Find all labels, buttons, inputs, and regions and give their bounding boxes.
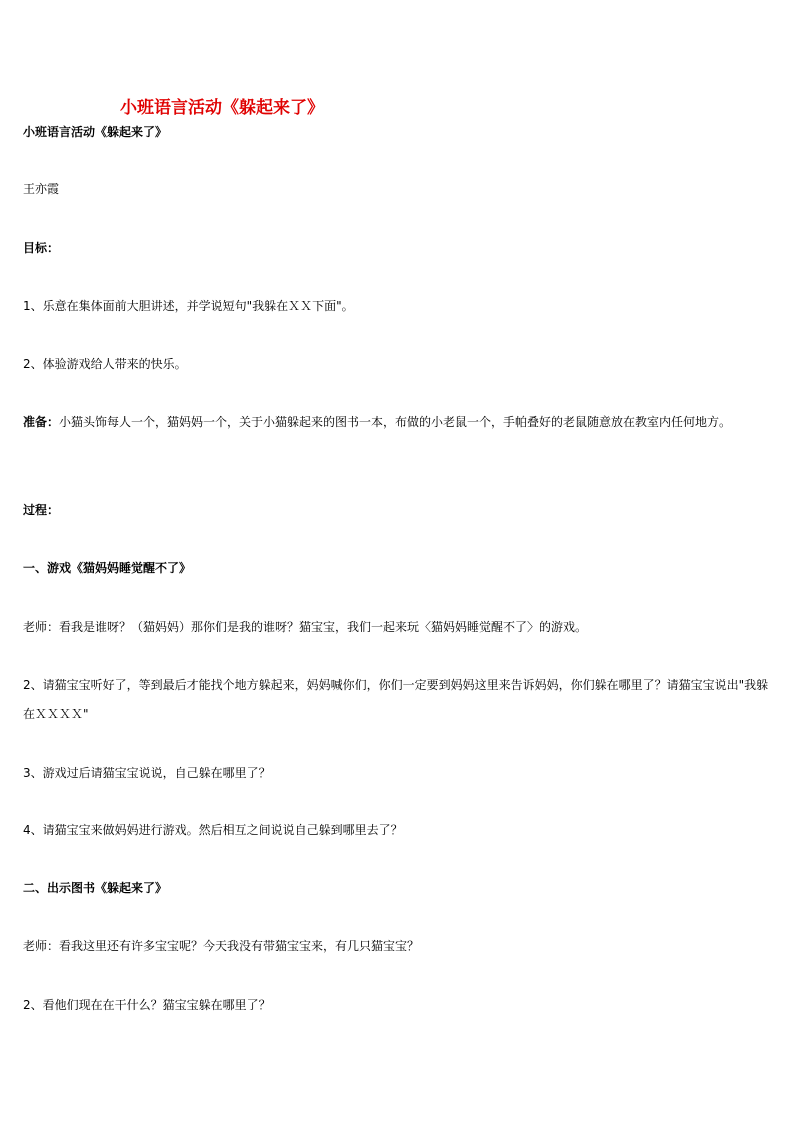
author-name: 王亦霞: [23, 182, 60, 196]
goals-heading: 目标：: [23, 241, 60, 255]
goal-item-2: 2、体验游戏给人带来的快乐。: [23, 357, 187, 371]
section-1-item-3: 3、游戏过后请猫宝宝说说，自己躲在哪里了？: [23, 766, 271, 780]
section-1-item-2: 2、请猫宝宝听好了，等到最后才能找个地方躲起来，妈妈喊你们，你们一定要到妈妈这里来告诉妈妈，你们躲在哪里了？请猫宝宝说出"我躲在ＸＸＸＸ": [23, 678, 769, 721]
preparation-paragraph: [23, 408, 775, 437]
preparation-label: 准备：: [23, 415, 60, 429]
section-1-teacher-line: 老师：看我是谁呀？（猫妈妈）那你们是我的谁呀？猫宝宝，我们一起来玩〈猫妈妈睡觉醒不了〉的游戏。: [23, 620, 588, 634]
section-2-heading: 二、出示图书《躲起来了》: [23, 881, 168, 895]
process-heading: 过程：: [23, 503, 60, 517]
section-1-item-4: 4、请猫宝宝来做妈妈进行游戏。然后相互之间说说自己躲到哪里去了？: [23, 823, 403, 837]
document-subtitle: 小班语言活动《躲起来了》: [23, 125, 168, 139]
goal-item-1: 1、乐意在集体面前大胆讲述，并学说短句"我躲在ＸＸ下面"。: [23, 299, 354, 313]
preparation-text: 小猫头饰每人一个，猫妈妈一个，关于小猫躲起来的图书一本，布做的小老鼠一个，手帕叠好的老鼠随意放在教室内任何地方。: [59, 415, 732, 429]
section-1-heading: 一、游戏《猫妈妈睡觉醒不了》: [23, 561, 192, 575]
document-title: 小班语言活动《躲起来了》: [120, 98, 324, 118]
section-2-teacher-line: 老师：看我这里还有许多宝宝呢？今天我没有带猫宝宝来，有几只猫宝宝？: [23, 939, 420, 953]
section-2-item-2: 2、看他们现在在干什么？猫宝宝躲在哪里了？: [23, 998, 271, 1012]
